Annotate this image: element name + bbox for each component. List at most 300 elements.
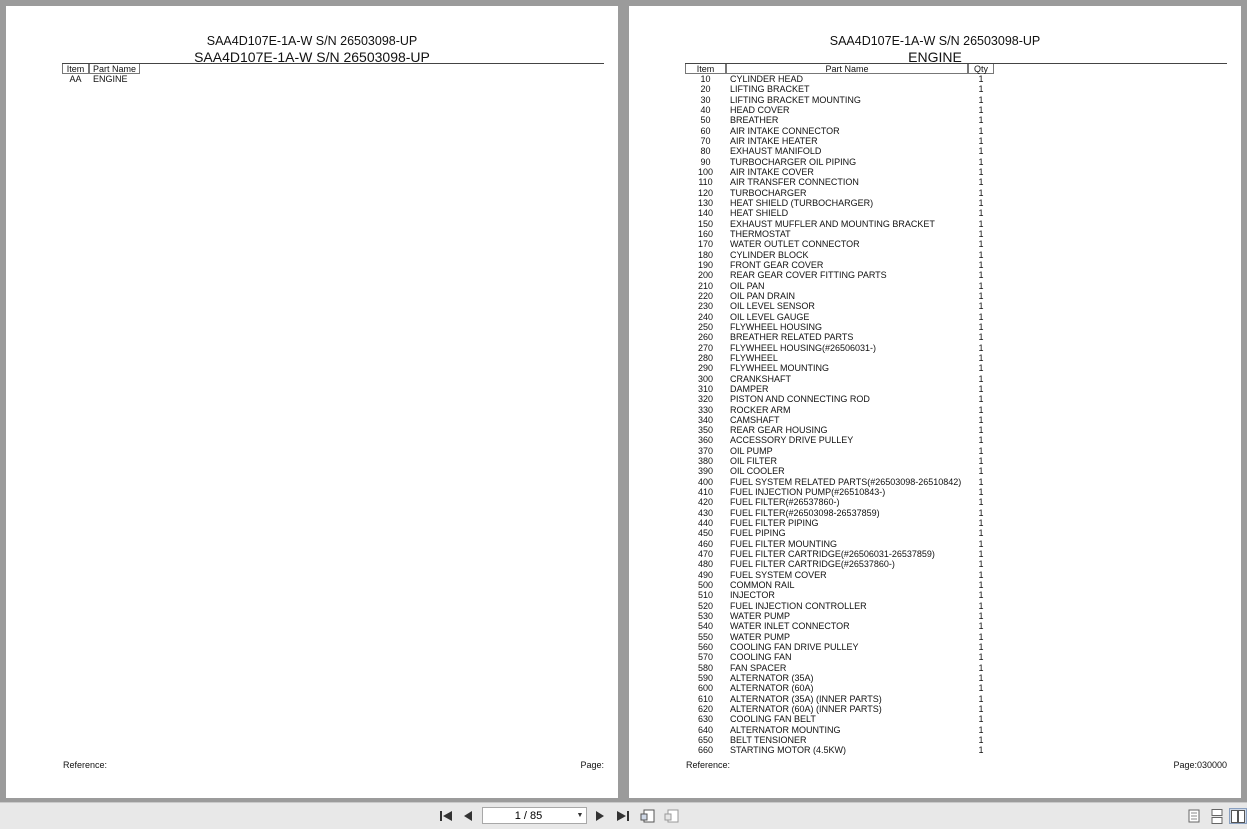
part-qty: 1 (978, 290, 984, 301)
item-number: 610 (697, 693, 714, 704)
last-page-icon[interactable] (613, 808, 631, 824)
reference-label: Reference: (686, 760, 731, 770)
table-row (685, 632, 994, 642)
item-number: 510 (697, 590, 714, 601)
table-row (685, 735, 994, 745)
table-row (685, 95, 994, 105)
item-number: 350 (697, 425, 714, 436)
part-name: ALTERNATOR (35A) (730, 673, 814, 684)
part-qty: 1 (978, 383, 984, 394)
part-qty: 1 (978, 569, 984, 580)
table-row (685, 312, 994, 322)
part-name: THERMOSTAT (730, 228, 791, 239)
table-row (685, 508, 994, 518)
part-qty: 1 (978, 311, 984, 322)
part-name: WATER OUTLET CONNECTOR (730, 239, 860, 250)
part-name: TURBOCHARGER (730, 187, 807, 198)
part-name: LIFTING BRACKET (730, 84, 810, 95)
part-name: FLYWHEEL (730, 352, 778, 363)
table-row (685, 590, 994, 600)
part-name: ACCESSORY DRIVE PULLEY (730, 435, 854, 446)
item-number: 260 (697, 332, 714, 343)
item-number: 130 (697, 197, 714, 208)
part-qty: 1 (978, 135, 984, 146)
part-name: OIL PAN (730, 280, 765, 291)
part-name: ENGINE (93, 74, 128, 84)
part-qty: 1 (978, 466, 984, 477)
parts-table-left (62, 74, 209, 84)
table-row (685, 518, 994, 528)
table-row (685, 394, 994, 404)
table-header (62, 64, 140, 74)
page-header-model: SAA4D107E-1A-W S/N 26503098-UP (206, 34, 418, 48)
part-qty: 1 (978, 456, 984, 467)
page-number-input[interactable] (482, 807, 587, 824)
part-qty: 1 (978, 394, 984, 405)
fit-width-icon[interactable] (663, 808, 681, 824)
part-qty: 1 (978, 621, 984, 632)
reference-label: Reference: (63, 760, 108, 770)
item-number: 450 (697, 528, 714, 539)
item-number: 570 (697, 652, 714, 663)
part-qty: 1 (978, 662, 984, 673)
part-qty: 1 (978, 487, 984, 498)
part-name: FUEL FILTER CARTRIDGE(#26537860-) (730, 559, 895, 570)
part-name: COOLING FAN (730, 652, 792, 663)
table-row (685, 466, 994, 476)
part-qty: 1 (978, 476, 984, 487)
table-row (685, 580, 994, 590)
table-row (685, 136, 994, 146)
item-number: 420 (697, 497, 714, 508)
part-name: ALTERNATOR (35A) (INNER PARTS) (730, 693, 882, 704)
table-row (685, 745, 994, 755)
part-name: ALTERNATOR (60A) (INNER PARTS) (730, 704, 882, 715)
part-qty: 1 (978, 166, 984, 177)
table-row (685, 559, 994, 569)
part-name: LIFTING BRACKET MOUNTING (730, 94, 861, 105)
item-number: 590 (697, 673, 714, 684)
part-qty: 1 (978, 321, 984, 332)
page-header-model: SAA4D107E-1A-W S/N 26503098-UP (829, 34, 1041, 48)
column-header-item: Item (685, 64, 726, 74)
table-row (685, 343, 994, 353)
table-row (685, 539, 994, 549)
table-row (685, 611, 994, 621)
part-name: COOLING FAN DRIVE PULLEY (730, 642, 859, 653)
part-name: FLYWHEEL HOUSING(#26506031-) (730, 342, 877, 353)
item-number: 270 (697, 342, 714, 353)
part-qty: 1 (978, 497, 984, 508)
item-number: 160 (697, 228, 714, 239)
item-number: 50 (700, 115, 711, 126)
part-name: HEAT SHIELD (730, 208, 789, 219)
part-qty: 1 (978, 538, 984, 549)
table-row (685, 105, 994, 115)
table-row (685, 84, 994, 94)
part-name: FUEL FILTER MOUNTING (730, 538, 838, 549)
item-number: 240 (697, 311, 714, 322)
part-qty: 1 (978, 425, 984, 436)
item-number: 290 (697, 363, 714, 374)
header-rule (62, 63, 604, 64)
item-number: 490 (697, 569, 714, 580)
item-number: 630 (697, 714, 714, 725)
item-number: 330 (697, 404, 714, 415)
table-row (685, 477, 994, 487)
part-name: WATER INLET CONNECTOR (730, 621, 850, 632)
table-row (685, 157, 994, 167)
part-qty: 1 (978, 301, 984, 312)
table-row (685, 374, 994, 384)
part-name: FUEL PIPING (730, 528, 786, 539)
item-number: 370 (697, 445, 714, 456)
part-qty: 1 (978, 652, 984, 663)
part-name: FUEL SYSTEM COVER (730, 569, 827, 580)
item-number: 560 (697, 642, 714, 653)
table-row (685, 126, 994, 136)
table-row (685, 405, 994, 415)
item-number: 530 (697, 611, 714, 622)
next-page-icon[interactable] (591, 808, 609, 824)
item-number: 580 (697, 662, 714, 673)
item-number: 550 (697, 631, 714, 642)
part-qty: 1 (978, 332, 984, 343)
part-qty: 1 (978, 228, 984, 239)
item-number: 180 (697, 249, 714, 260)
part-qty: 1 (978, 74, 984, 84)
table-row (685, 683, 994, 693)
table-row (685, 188, 994, 198)
table-row (685, 146, 994, 156)
table-row (685, 704, 994, 714)
item-number: 70 (700, 135, 711, 146)
part-name: FUEL INJECTION PUMP(#26510843-) (730, 487, 886, 498)
table-row (685, 694, 994, 704)
document-page-left (6, 6, 618, 798)
item-number: 340 (697, 414, 714, 425)
item-number: 250 (697, 321, 714, 332)
table-row (685, 177, 994, 187)
part-name: EXHAUST MUFFLER AND MOUNTING BRACKET (730, 218, 935, 229)
item-number: 540 (697, 621, 714, 632)
part-name: ROCKER ARM (730, 404, 791, 415)
part-qty: 1 (978, 115, 984, 126)
part-qty: 1 (978, 239, 984, 250)
item-number: 60 (700, 125, 711, 136)
item-number: 280 (697, 352, 714, 363)
part-qty: 1 (978, 518, 984, 529)
part-qty: 1 (978, 352, 984, 363)
part-name: AIR INTAKE HEATER (730, 135, 818, 146)
part-qty: 1 (978, 704, 984, 715)
item-number: 170 (697, 239, 714, 250)
part-name: CAMSHAFT (730, 414, 780, 425)
column-header-part-name: Part Name (89, 64, 140, 74)
part-name: STARTING MOTOR (4.5KW) (730, 745, 847, 756)
table-row (685, 549, 994, 559)
part-qty: 1 (978, 270, 984, 281)
table-row (685, 673, 994, 683)
table-row (685, 291, 994, 301)
table-row (685, 363, 994, 373)
item-number: 200 (697, 270, 714, 281)
table-row (685, 714, 994, 724)
part-qty: 1 (978, 631, 984, 642)
part-name: WATER PUMP (730, 611, 790, 622)
item-number: AA (69, 74, 82, 84)
part-name: PISTON AND CONNECTING ROD (730, 394, 870, 405)
part-qty: 1 (978, 528, 984, 539)
part-qty: 1 (978, 414, 984, 425)
part-qty: 1 (978, 342, 984, 353)
part-name: OIL PUMP (730, 445, 773, 456)
table-row (685, 601, 994, 611)
part-name: AIR INTAKE COVER (730, 166, 814, 177)
table-row (685, 229, 994, 239)
table-row (685, 446, 994, 456)
part-name: ALTERNATOR MOUNTING (730, 724, 841, 735)
column-header-qty: Qty (968, 64, 994, 74)
part-qty: 1 (978, 590, 984, 601)
part-qty: 1 (978, 104, 984, 115)
table-row (685, 74, 994, 84)
part-name: INJECTOR (730, 590, 775, 601)
part-name: FUEL FILTER CARTRIDGE(#26506031-26537859) (730, 549, 935, 560)
item-number: 300 (697, 373, 714, 384)
item-number: 660 (697, 745, 714, 756)
table-row (685, 219, 994, 229)
part-name: AIR TRANSFER CONNECTION (730, 177, 859, 188)
part-name: CRANKSHAFT (730, 373, 792, 384)
item-number: 520 (697, 600, 714, 611)
part-name: COMMON RAIL (730, 580, 795, 591)
part-qty: 1 (978, 714, 984, 725)
facing-view-icon[interactable] (1229, 808, 1247, 824)
part-name: BELT TENSIONER (730, 735, 807, 745)
table-row (685, 435, 994, 445)
single-page-view-icon[interactable] (1185, 808, 1203, 824)
part-qty: 1 (978, 404, 984, 415)
previous-page-icon[interactable] (459, 808, 477, 824)
page-number-label: Page: (580, 760, 604, 770)
part-qty: 1 (978, 249, 984, 260)
part-qty: 1 (978, 507, 984, 518)
item-number: 30 (700, 94, 711, 105)
part-qty: 1 (978, 84, 984, 95)
table-row (685, 456, 994, 466)
item-number: 10 (700, 74, 711, 84)
table-row (685, 621, 994, 631)
item-number: 230 (697, 301, 714, 312)
item-number: 190 (697, 259, 714, 270)
part-name: EXHAUST MANIFOLD (730, 146, 822, 157)
table-row (62, 74, 209, 84)
item-number: 90 (700, 156, 711, 167)
part-qty: 1 (978, 208, 984, 219)
table-row (685, 353, 994, 363)
item-number: 400 (697, 476, 714, 487)
page-number-label: Page:030000 (1173, 760, 1227, 770)
part-qty: 1 (978, 683, 984, 694)
item-number: 320 (697, 394, 714, 405)
part-qty: 1 (978, 146, 984, 157)
part-qty: 1 (978, 559, 984, 570)
part-qty: 1 (978, 363, 984, 374)
table-row (685, 301, 994, 311)
part-qty: 1 (978, 445, 984, 456)
table-row (685, 425, 994, 435)
item-number: 440 (697, 518, 714, 529)
part-name: FUEL FILTER(#26503098-26537859) (730, 507, 880, 518)
table-row (685, 652, 994, 662)
part-qty: 1 (978, 94, 984, 105)
part-name: CYLINDER BLOCK (730, 249, 809, 260)
part-qty: 1 (978, 259, 984, 270)
part-qty: 1 (978, 197, 984, 208)
table-row (685, 250, 994, 260)
part-name: COOLING FAN BELT (730, 714, 816, 725)
column-header-part-name: Part Name (726, 64, 968, 74)
part-name: CYLINDER HEAD (730, 74, 804, 84)
continuous-view-icon[interactable] (1208, 808, 1226, 824)
item-number: 650 (697, 735, 714, 745)
part-name: REAR GEAR COVER FITTING PARTS (730, 270, 887, 281)
table-row (685, 415, 994, 425)
item-number: 210 (697, 280, 714, 291)
page-header-title: ENGINE (908, 49, 962, 65)
part-qty: 1 (978, 125, 984, 136)
item-number: 110 (698, 177, 713, 188)
part-qty: 1 (978, 177, 984, 188)
table-row (685, 487, 994, 497)
part-qty: 1 (978, 745, 984, 756)
part-name: FUEL FILTER PIPING (730, 518, 819, 529)
part-qty: 1 (978, 156, 984, 167)
item-number: 220 (697, 290, 714, 301)
part-name: FRONT GEAR COVER (730, 259, 824, 270)
table-header (685, 64, 994, 74)
part-name: DAMPER (730, 383, 769, 394)
item-number: 620 (697, 704, 714, 715)
document-page-right (629, 6, 1241, 798)
part-qty: 1 (978, 549, 984, 560)
table-row (685, 725, 994, 735)
chevron-down-icon[interactable]: ▼ (576, 812, 584, 819)
part-qty: 1 (978, 187, 984, 198)
part-qty: 1 (978, 600, 984, 611)
part-name: HEAD COVER (730, 104, 790, 115)
table-row (685, 497, 994, 507)
part-qty: 1 (978, 218, 984, 229)
table-row (685, 663, 994, 673)
table-row (685, 384, 994, 394)
table-row (685, 281, 994, 291)
viewer-toolbar (0, 802, 1247, 829)
part-qty: 1 (978, 611, 984, 622)
part-name: REAR GEAR HOUSING (730, 425, 828, 436)
part-name: BREATHER (730, 115, 779, 126)
page-indicator: 1 / 85 (514, 809, 543, 822)
table-row (685, 642, 994, 652)
part-name: OIL LEVEL GAUGE (730, 311, 810, 322)
item-number: 390 (697, 466, 714, 477)
table-row (685, 260, 994, 270)
part-qty: 1 (978, 580, 984, 591)
part-name: WATER PUMP (730, 631, 790, 642)
item-number: 310 (697, 383, 714, 394)
item-number: 140 (697, 208, 714, 219)
part-qty: 1 (978, 435, 984, 446)
part-qty: 1 (978, 373, 984, 384)
part-name: FUEL SYSTEM RELATED PARTS(#26503098-26510842) (730, 476, 962, 487)
item-number: 480 (697, 559, 714, 570)
part-name: AIR INTAKE CONNECTOR (730, 125, 840, 136)
table-row (685, 332, 994, 342)
part-name: TURBOCHARGER OIL PIPING (730, 156, 857, 167)
part-name: OIL PAN DRAIN (730, 290, 796, 301)
item-number: 430 (697, 507, 714, 518)
table-row (685, 270, 994, 280)
item-number: 150 (697, 218, 714, 229)
part-qty: 1 (978, 724, 984, 735)
part-name: OIL COOLER (730, 466, 785, 477)
table-row (685, 198, 994, 208)
part-name: FUEL INJECTION CONTROLLER (730, 600, 867, 611)
part-name: OIL FILTER (730, 456, 778, 467)
item-number: 80 (700, 146, 711, 157)
part-qty: 1 (978, 280, 984, 291)
fit-page-icon[interactable] (639, 808, 657, 824)
part-qty: 1 (978, 735, 984, 745)
part-name: OIL LEVEL SENSOR (730, 301, 815, 312)
part-name: BREATHER RELATED PARTS (730, 332, 854, 343)
part-qty: 1 (978, 642, 984, 653)
column-header-item: Item (62, 64, 89, 74)
table-row (685, 167, 994, 177)
item-number: 460 (697, 538, 714, 549)
item-number: 470 (697, 549, 714, 560)
part-qty: 1 (978, 673, 984, 684)
item-number: 100 (697, 166, 714, 177)
item-number: 640 (697, 724, 714, 735)
item-number: 600 (697, 683, 714, 694)
part-name: HEAT SHIELD (TURBOCHARGER) (730, 197, 874, 208)
item-number: 360 (697, 435, 714, 446)
item-number: 20 (700, 84, 711, 95)
part-name: FLYWHEEL MOUNTING (730, 363, 830, 374)
table-row (685, 208, 994, 218)
parts-table-right (685, 74, 994, 756)
table-row (685, 239, 994, 249)
item-number: 500 (697, 580, 714, 591)
table-row (685, 322, 994, 332)
table-row (685, 115, 994, 125)
part-name: ALTERNATOR (60A) (730, 683, 814, 694)
first-page-icon[interactable] (437, 808, 455, 824)
part-name: FLYWHEEL HOUSING (730, 321, 823, 332)
part-name: FAN SPACER (730, 662, 787, 673)
part-name: FUEL FILTER(#26537860-) (730, 497, 840, 508)
part-qty: 1 (978, 693, 984, 704)
page-header-title: SAA4D107E-1A-W S/N 26503098-UP (194, 49, 430, 65)
item-number: 410 (697, 487, 714, 498)
item-number: 380 (697, 456, 714, 467)
table-row (685, 570, 994, 580)
table-row (685, 528, 994, 538)
item-number: 40 (700, 104, 711, 115)
item-number: 120 (697, 187, 714, 198)
